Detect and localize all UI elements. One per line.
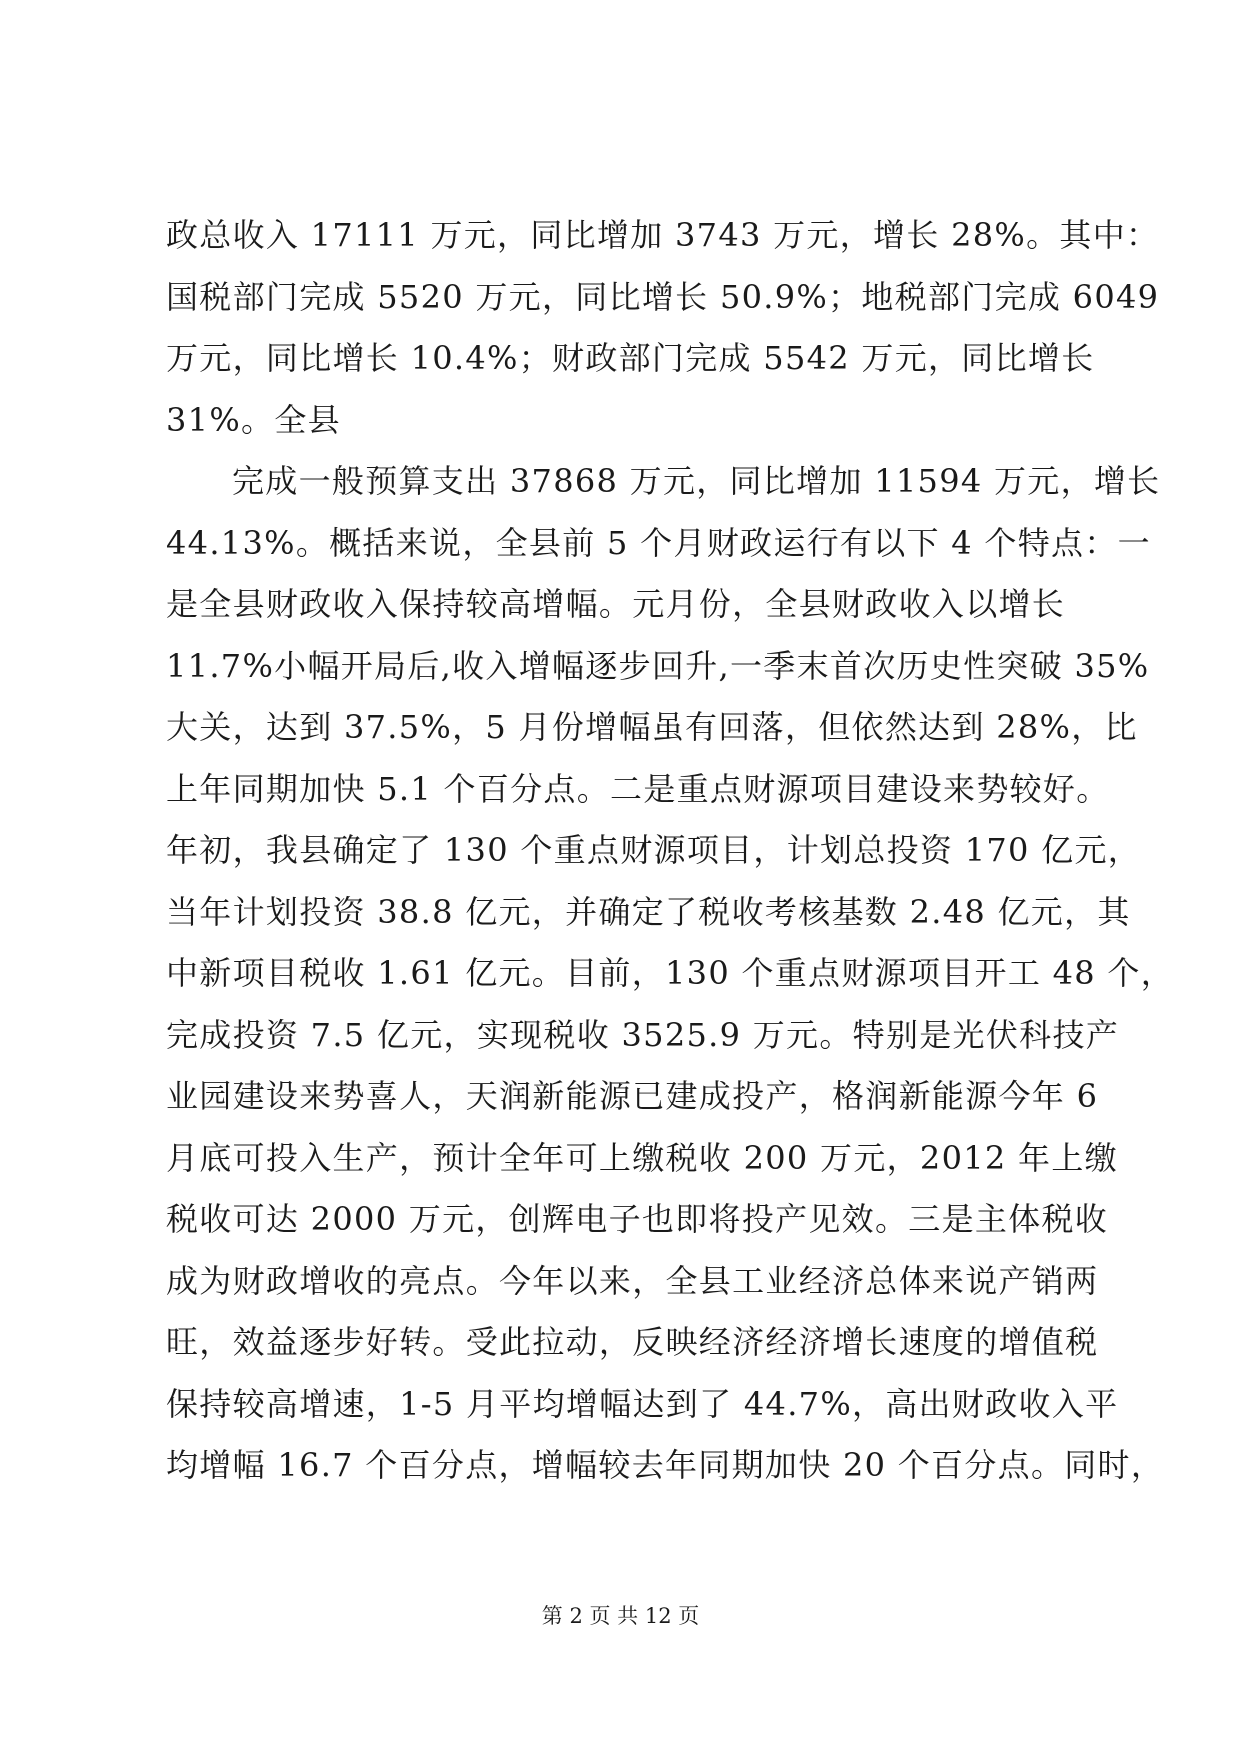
text-line: 上年同期加快 5.1 个百分点。二是重点财源项目建设来势较好。 bbox=[166, 769, 1110, 808]
text-line: 中新项目税收 1.61 亿元。目前，130 个重点财源项目开工 48 个， bbox=[166, 954, 1175, 992]
text-line: 政总收入 17111 万元，同比增加 3743 万元，增长 28%。其中： bbox=[166, 216, 1160, 254]
text-line: 11.7%小幅开局后,收入增幅逐步回升,一季末首次历史性突破 35% bbox=[166, 646, 1150, 685]
text-line: 均增幅 16.7 个百分点，增幅较去年同期加快 20 个百分点。同时， bbox=[166, 1446, 1165, 1484]
text-line: 万元，同比增长 10.4%；财政部门完成 5542 万元，同比增长 bbox=[166, 339, 1095, 377]
text-line: 年初，我县确定了 130 个重点财源项目，计划总投资 170 亿元， bbox=[166, 831, 1142, 869]
page-footer bbox=[0, 1602, 1241, 1630]
text-line: 月底可投入生产，预计全年可上缴税收 200 万元，2012 年上缴 bbox=[166, 1138, 1118, 1177]
text-line: 完成投资 7.5 亿元，实现税收 3525.9 万元。特别是光伏科技产 bbox=[166, 1015, 1120, 1054]
text-line: 业园建设来势喜人，天润新能源已建成投产，格润新能源今年 6 bbox=[166, 1077, 1099, 1115]
text-line: 当年计划投资 38.8 亿元，并确定了税收考核基数 2.48 亿元，其 bbox=[166, 892, 1131, 931]
text-line: 是全县财政收入保持较高增幅。元月份，全县财政收入以增长 bbox=[166, 585, 1066, 623]
page-number-label: 第 2 页 共 12 页 bbox=[541, 1604, 700, 1628]
text-line: 税收可达 2000 万元，创辉电子也即将投产见效。三是主体税收 bbox=[166, 1200, 1109, 1238]
text-line: 大关，达到 37.5%，5 月份增幅虽有回落，但依然达到 28%，比 bbox=[166, 708, 1138, 746]
text-line: 44.13%。概括来说，全县前 5 个月财政运行有以下 4 个特点：一 bbox=[166, 523, 1151, 562]
body-text bbox=[166, 205, 1175, 1497]
text-line: 31%。全县 bbox=[166, 400, 341, 439]
paragraph-first-line: 完成一般预算支出 37868 万元，同比增加 11594 万元，增长 bbox=[232, 462, 1161, 500]
text-line: 成为财政增收的亮点。今年以来，全县工业经济总体来说产销两 bbox=[166, 1261, 1099, 1300]
text-line: 国税部门完成 5520 万元，同比增长 50.9%；地税部门完成 6049 bbox=[166, 277, 1160, 316]
text-line: 旺，效益逐步好转。受此拉动，反映经济经济增长速度的增值税 bbox=[166, 1323, 1099, 1361]
text-line: 保持较高增速，1-5 月平均增幅达到了 44.7%，高出财政收入平 bbox=[166, 1384, 1119, 1423]
